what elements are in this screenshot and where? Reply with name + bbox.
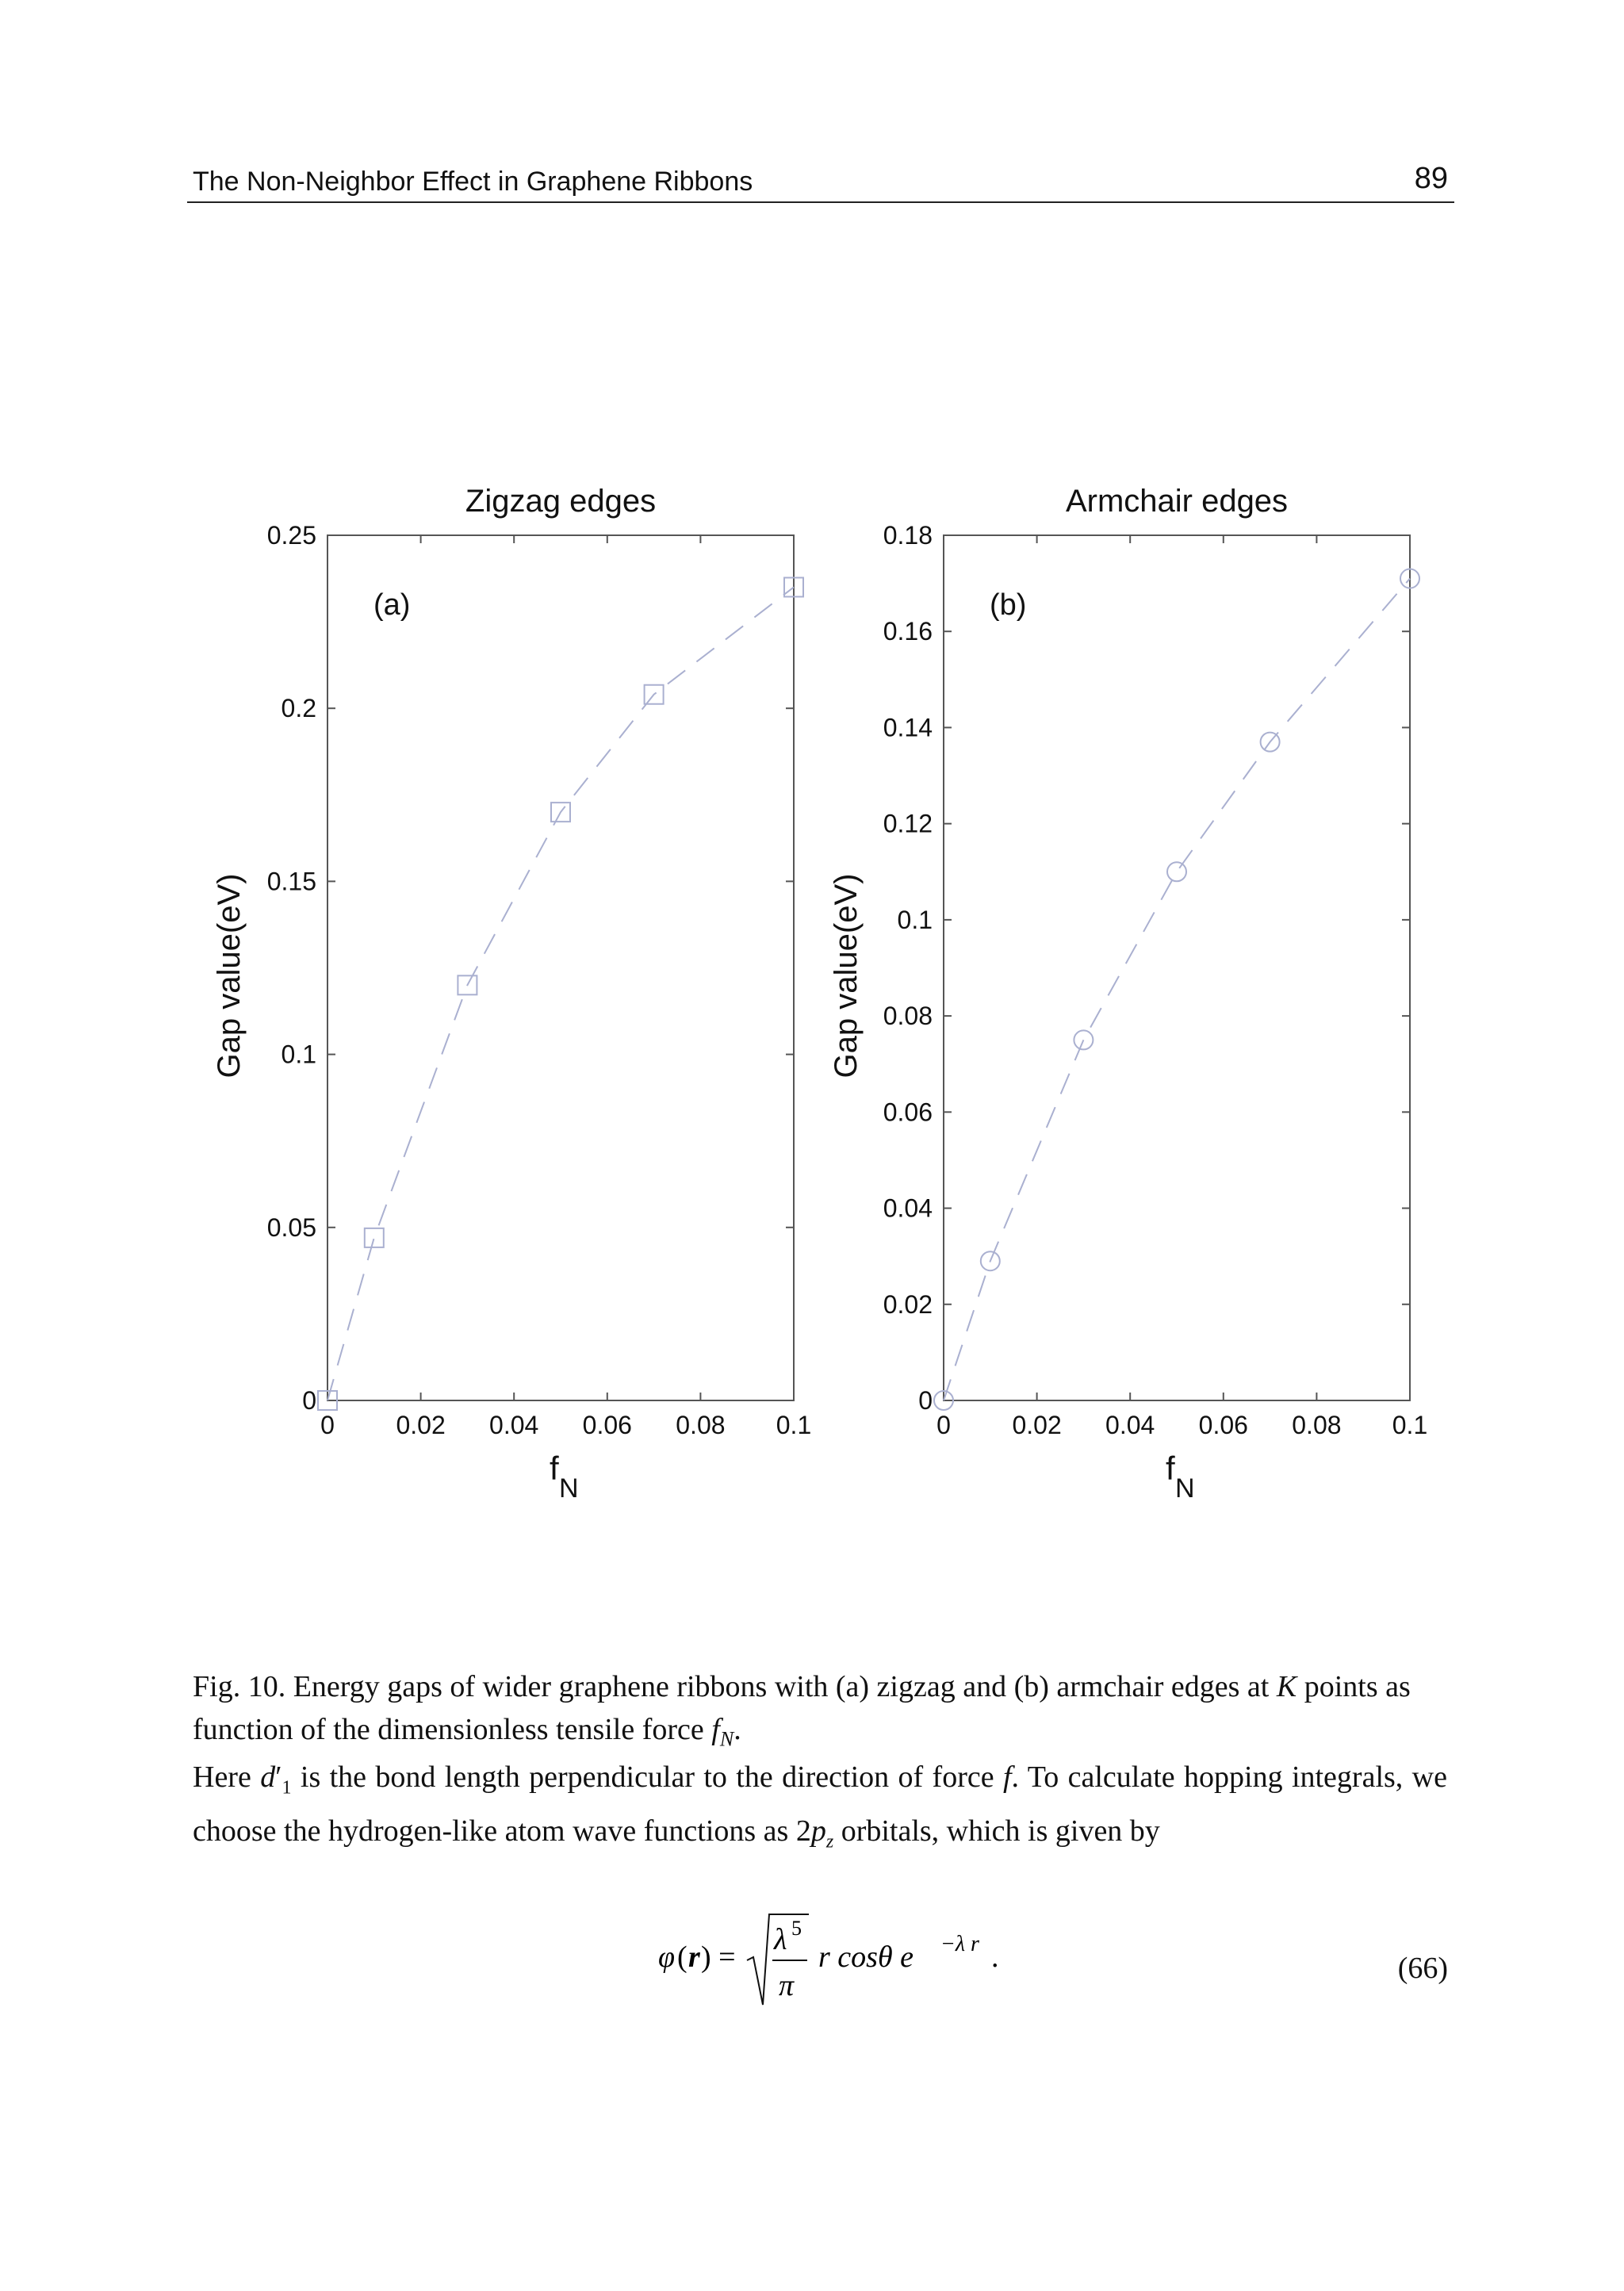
x-tick-label: 0.04 — [489, 1411, 539, 1439]
plot-frame — [327, 535, 794, 1400]
x-tick-label: 0.1 — [776, 1411, 812, 1439]
x-tick-label: 0.04 — [1105, 1411, 1155, 1439]
eq-equals: ) = — [701, 1940, 736, 1974]
caption-f: f — [711, 1713, 720, 1746]
eq-rest: r cosθ e — [818, 1940, 914, 1974]
x-tick-label: 0.06 — [582, 1411, 632, 1439]
plot-frame — [944, 535, 1410, 1400]
caption-prefix: Fig. 10. Energy gaps of wider graphene ribbons with (a) zigzag and (b) armchair edges at — [193, 1670, 1277, 1703]
eq-r: r — [688, 1940, 700, 1974]
caption-mid: points as function of the dimensionless tensile force — [193, 1670, 1411, 1746]
x-tick-label: 0 — [320, 1411, 335, 1439]
y-tick-label: 0.12 — [883, 809, 933, 838]
body-text-2: is the bond length perpendicular to the direction of force — [291, 1760, 1003, 1794]
eq-dot: . — [991, 1940, 999, 1974]
y-axis-label: Gap value(eV) — [212, 873, 247, 1078]
eq-phi: φ — [658, 1940, 676, 1974]
x-tick-label: 0 — [936, 1411, 951, 1439]
chart-armchair — [829, 484, 1427, 1504]
body-text-3: . To calculate hopping integrals, we choose the hydrogen-like atom wave functions as 2 — [193, 1760, 1447, 1848]
y-tick-label: 0.04 — [883, 1193, 933, 1223]
body-p-sub: z — [825, 1831, 834, 1852]
y-tick-label: 0.08 — [883, 1002, 933, 1031]
x-axis-label: f — [1166, 1450, 1175, 1487]
figure-caption — [193, 1665, 1446, 1761]
caption-k: K — [1276, 1670, 1297, 1703]
series-line — [944, 579, 1410, 1400]
caption-end: . — [733, 1713, 741, 1746]
y-tick-label: 0 — [302, 1386, 316, 1415]
y-tick-label: 0.1 — [897, 905, 933, 934]
body-paragraph — [193, 1756, 1447, 1863]
x-tick-label: 0.08 — [1292, 1411, 1342, 1439]
x-tick-label: 0.06 — [1198, 1411, 1248, 1439]
eq-open: ( — [677, 1940, 688, 1974]
eq-lambda: λ — [774, 1923, 787, 1956]
y-tick-label: 0.15 — [266, 867, 316, 896]
equation-66 — [650, 1903, 1126, 2014]
body-f: f — [1002, 1760, 1012, 1794]
x-axis-label: f — [550, 1450, 559, 1487]
x-axis-label-subscript: N — [1175, 1473, 1195, 1504]
series-line — [327, 587, 794, 1400]
running-header-title: The Non-Neighbor Effect in Graphene Ribbons — [193, 167, 753, 197]
y-tick-label: 0.25 — [266, 521, 316, 550]
body-p: p — [810, 1814, 826, 1848]
panel-label: (a) — [373, 588, 411, 622]
y-tick-label: 0 — [918, 1386, 933, 1415]
y-tick-label: 0.1 — [281, 1040, 316, 1069]
y-axis-label: Gap value(eV) — [829, 873, 864, 1078]
caption-f-sub: N — [719, 1727, 734, 1751]
y-tick-label: 0.2 — [281, 694, 316, 723]
eq-pi: π — [779, 1969, 795, 2002]
chart-title: Zigzag edges — [465, 484, 657, 519]
y-tick-label: 0.02 — [883, 1289, 933, 1319]
panel-label: (b) — [990, 588, 1027, 622]
body-d: d — [260, 1760, 276, 1794]
body-prime: ′ — [275, 1760, 282, 1794]
x-axis-label-subscript: N — [559, 1473, 579, 1504]
data-point-square — [365, 1228, 384, 1247]
x-tick-label: 0.02 — [396, 1411, 446, 1439]
x-tick-label: 0.08 — [676, 1411, 726, 1439]
data-point-circle — [1167, 862, 1186, 881]
y-tick-label: 0.05 — [266, 1213, 316, 1242]
y-tick-label: 0.16 — [883, 617, 933, 646]
body-text-1: Here — [193, 1760, 261, 1794]
x-tick-label: 0.02 — [1012, 1411, 1062, 1439]
page-number: 89 — [1414, 162, 1448, 195]
chart-title: Armchair edges — [1065, 484, 1289, 519]
body-d-sub: 1 — [282, 1777, 292, 1799]
y-tick-label: 0.06 — [883, 1098, 933, 1127]
eq-five: 5 — [791, 1917, 802, 1940]
y-tick-label: 0.18 — [883, 521, 933, 550]
chart-zigzag — [212, 484, 811, 1504]
body-text-4: orbitals, which is given by — [833, 1814, 1160, 1848]
x-tick-label: 0.1 — [1392, 1411, 1428, 1439]
equation-number: (66) — [1397, 1952, 1448, 1985]
eq-exponent: −λ r — [940, 1932, 979, 1956]
y-tick-label: 0.14 — [883, 713, 933, 742]
